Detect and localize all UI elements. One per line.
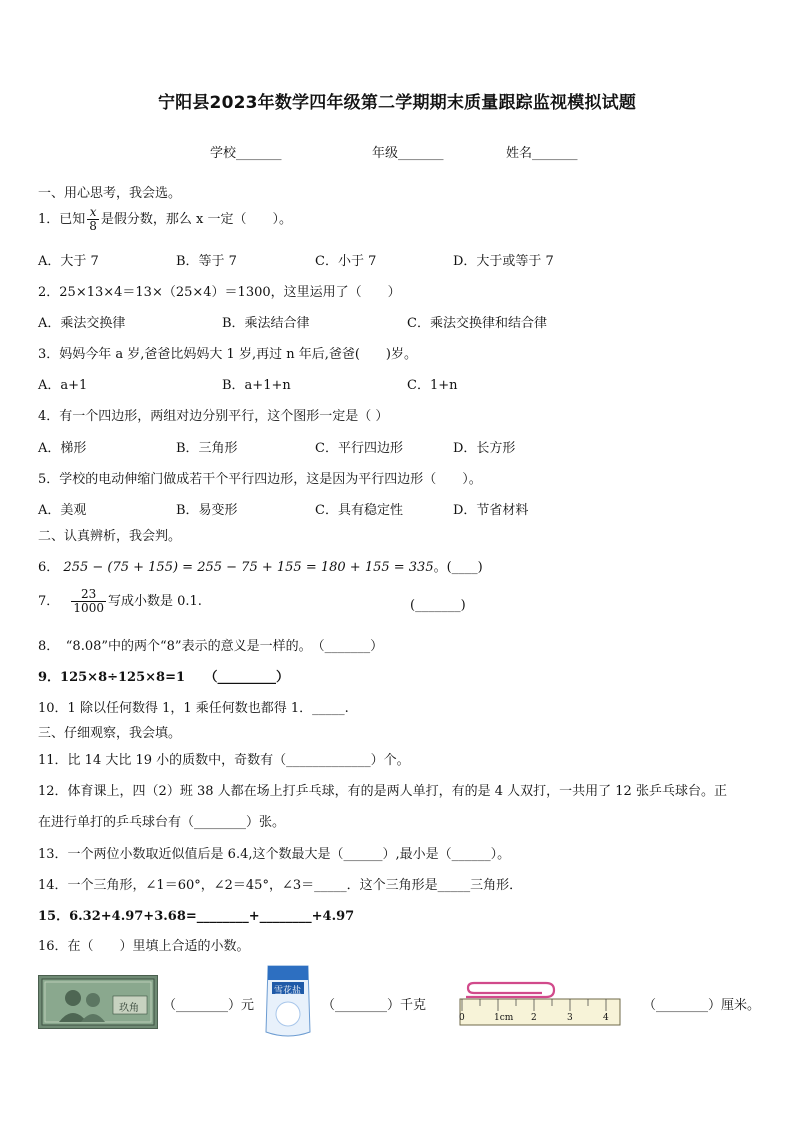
q1-option-a[interactable]: A．大于 7	[38, 254, 99, 269]
ruler-tick-2: 2	[531, 1013, 537, 1023]
q5-option-c[interactable]: C．具有稳定性	[315, 503, 403, 518]
q6-number: 6．	[38, 560, 60, 575]
salt-bag-image	[262, 962, 314, 1040]
q7-text: 写成小数是 0.1.	[107, 594, 202, 609]
question-15: 15．6.32+4.97+3.68=________+________+4.97	[38, 909, 355, 924]
q5-option-b[interactable]: B．易变形	[176, 503, 238, 518]
question-3: 3．妈妈今年 a 岁,爸爸比妈妈大 1 岁,再过 n 年后,爸爸( )岁。	[38, 347, 417, 362]
ruler-art	[458, 975, 626, 1027]
q7-fraction	[71, 588, 106, 615]
ruler-blank[interactable]: （________）厘米。	[643, 998, 761, 1013]
q7-fraction-denominator: 1000	[73, 601, 104, 615]
q6-expression: 255 − (75 + 155) = 255 − 75 + 155 = 180 + 155 = 335	[63, 560, 434, 575]
q7-blank[interactable]: (_______)	[410, 598, 466, 613]
question-4: 4．有一个四边形，两组对边分别平行，这个图形一定是（ ）	[38, 409, 389, 424]
question-10: 10．1 除以任何数得 1，1 乘任何数也都得 1．_____.	[38, 701, 349, 716]
q5-option-a[interactable]: A．美观	[38, 503, 87, 518]
q1-prefix: 1．已知	[38, 212, 86, 227]
school-field[interactable]: 学校_______	[210, 146, 282, 161]
q3-option-b[interactable]: B．a+1+n	[222, 378, 291, 393]
question-12-line-1: 12．体育课上，四（2）班 38 人都在场上打乒乓球，有的是两人单打，有的是 4 人双打，一共用了 12 张乒乓球台。正	[38, 784, 727, 799]
q4-option-c[interactable]: C．平行四边形	[315, 441, 403, 456]
question-13: 13．一个两位小数取近似值后是 6.4,这个数最大是（______）,最小是（______）。	[38, 847, 511, 862]
question-9: 9．125×8÷125×8=1 （_________）	[38, 670, 290, 685]
q7-fraction-numerator: 23	[71, 588, 106, 602]
ruler-with-paperclip-image	[458, 975, 626, 1027]
question-6	[38, 556, 483, 575]
q4-option-d[interactable]: D．长方形	[453, 441, 516, 456]
ruler-tick-0: 0	[459, 1013, 465, 1023]
grade-field[interactable]: 年级_______	[372, 146, 444, 161]
ruler-tick-1cm: 1cm	[494, 1013, 514, 1023]
q4-option-b[interactable]: B．三角形	[176, 441, 238, 456]
question-2: 2．25×13×4＝13×（25×4）＝1300，这里运用了（ ）	[38, 285, 401, 300]
question-12-line-2: 在进行单打的乒乓球台有（________）张。	[38, 815, 286, 830]
section-heading-3: 三、仔细观察，我会填。	[38, 726, 182, 741]
q3-option-c[interactable]: C．1+n	[407, 378, 458, 393]
q3-option-a[interactable]: A．a+1	[38, 378, 88, 393]
page-title: 宁阳县2023年数学四年级第二学期期末质量跟踪监视模拟试题	[157, 93, 637, 113]
q1-option-c[interactable]: C．小于 7	[315, 254, 377, 269]
banknote-image	[38, 975, 158, 1029]
question-7	[38, 588, 202, 615]
q1-fraction	[87, 206, 99, 233]
q4-option-a[interactable]: A．梯形	[38, 441, 87, 456]
section-heading-2: 二、认真辨析，我会判。	[38, 529, 182, 544]
question-14: 14．一个三角形，∠1＝60°，∠2＝45°，∠3＝_____．这个三角形是_____三角形．	[38, 878, 523, 893]
q2-option-a[interactable]: A．乘法交换律	[38, 316, 126, 331]
question-1	[38, 206, 292, 233]
salt-blank[interactable]: （________）千克	[322, 998, 427, 1013]
q1-fraction-numerator: x	[87, 206, 99, 220]
money-blank[interactable]: （________）元	[163, 998, 255, 1013]
question-11: 11．比 14 大比 19 小的质数中，奇数有（_____________）个。	[38, 753, 410, 768]
banknote-label: 玖角	[119, 1003, 139, 1014]
q7-number: 7．	[38, 594, 60, 609]
name-field[interactable]: 姓名_______	[506, 146, 578, 161]
ruler-tick-4: 4	[603, 1013, 609, 1023]
question-16: 16．在（ ）里填上合适的小数。	[38, 939, 250, 954]
question-5: 5．学校的电动伸缩门做成若干个平行四边形，这是因为平行四边形（ ）。	[38, 472, 482, 487]
q2-option-c[interactable]: C．乘法交换律和结合律	[407, 316, 547, 331]
q5-option-d[interactable]: D．节省材料	[453, 503, 529, 518]
q2-option-b[interactable]: B．乘法结合律	[222, 316, 310, 331]
q1-option-b[interactable]: B．等于 7	[176, 254, 237, 269]
ruler-tick-3: 3	[567, 1013, 573, 1023]
q1-option-d[interactable]: D．大于或等于 7	[453, 254, 554, 269]
section-heading-1: 一、用心思考，我会选。	[38, 186, 182, 201]
question-8: 8． “8.08”中的两个“8”表示的意义是一样的。 （_______）	[38, 639, 384, 654]
salt-bag-art	[262, 962, 314, 1040]
q1-fraction-denominator: 8	[89, 219, 97, 233]
banknote-art	[39, 976, 157, 1028]
salt-brand-label: 雪花盐	[274, 986, 302, 996]
q1-suffix: 是假分数，那么 x 一定（ ）。	[100, 212, 293, 227]
q6-blank[interactable]: 。(____)	[433, 560, 483, 575]
